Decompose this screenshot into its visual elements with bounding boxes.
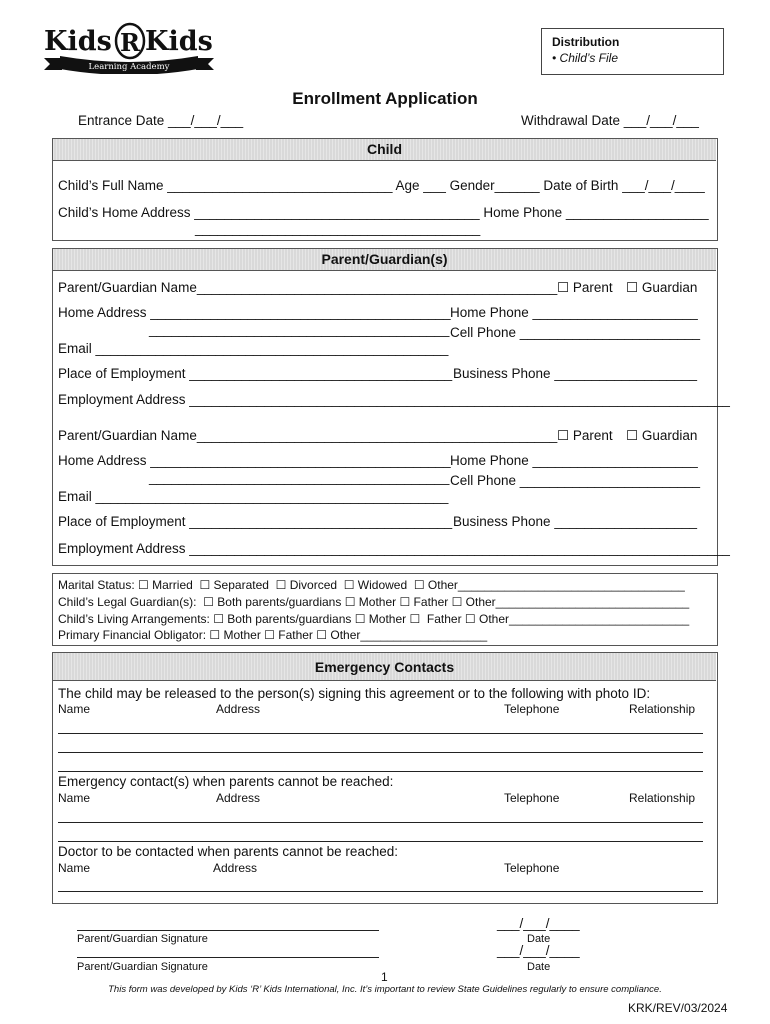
parent-section [52,248,730,566]
signature-date-label-2: Date [527,961,551,973]
distribution-box [541,28,724,75]
footer-disclaimer: This form was developed by Kids ‘R’ Kids International, Inc. It’s important to review State Guidelines regularly to ensure compliance. [108,984,662,995]
signature-label-1: Parent/Guardian Signature [77,933,208,945]
guardian-2-parent-checkbox[interactable]: ☐ Parent [557,428,613,443]
page-title: Enrollment Application [292,89,478,108]
emergency-section-header: Emergency Contacts [53,653,716,681]
guardian-1-employment[interactable]: Place of Employment ___________________________________ [58,366,453,381]
guardian-2-email[interactable]: Email _______________________________________________ [58,489,449,504]
contact-col-name: Name [58,791,91,805]
child-name-line[interactable]: Child’s Full Name ______________________________ Age ___ Gender______ Date of Birth ___/___/____ [58,178,705,193]
guardian-1-home-phone[interactable]: Home Phone ______________________ [450,305,698,320]
contact-col-address: Address [216,791,261,805]
living-arrangements-line[interactable]: Child’s Living Arrangements: ☐ Both parents/guardians ☐ Mother ☐ Father ☐ Other___________________________ [58,612,690,626]
guardian-1-business-phone[interactable]: Business Phone ___________________ [453,366,697,381]
release-col-relationship: Relationship [629,702,696,716]
page-number: 1 [381,970,388,984]
guardian-2-name[interactable]: Parent/Guardian Name________________________________________________ [58,428,558,443]
logo-word-right: Kids [145,26,213,57]
guardian-1-address-line-2[interactable]: ________________________________________ [149,322,450,337]
guardian-2-home-phone[interactable]: Home Phone ______________________ [450,453,698,468]
revision-code: KRK/REV/03/2024 [628,1001,728,1015]
signature-date-1[interactable]: ___/___/____ [497,916,580,931]
guardian-2-home-address[interactable]: Home Address ________________________________________ [58,453,451,468]
release-col-telephone: Telephone [504,702,560,716]
distribution-label: Distribution [552,35,620,49]
child-section [52,138,718,241]
signature-date-label-1: Date [527,933,551,945]
guardian-2-address-line-2[interactable]: ________________________________________ [149,470,450,485]
guardian-1-name[interactable]: Parent/Guardian Name________________________________________________ [58,280,558,295]
guardian-1-parent-checkbox[interactable]: ☐ Parent [557,280,613,295]
marital-status-section [52,573,718,646]
guardian-1-email[interactable]: Email _______________________________________________ [58,341,449,356]
child-address-line[interactable]: Child’s Home Address ______________________________________ Home Phone ___________________ [58,205,709,220]
signature-line-1[interactable] [77,930,379,931]
release-col-name: Name [58,702,91,716]
logo-ribbon [42,54,216,74]
guardian-2-employment-address[interactable]: Employment Address ________________________________________________________________________ [58,541,730,556]
guardian-1-guardian-checkbox[interactable]: ☐ Guardian [626,280,698,295]
guardian-2-employment[interactable]: Place of Employment ___________________________________ [58,514,453,529]
doctor-col-address: Address [213,861,258,875]
doctor-col-name: Name [58,861,91,875]
signature-line-2[interactable] [77,957,379,958]
guardian-1-employment-address[interactable]: Employment Address ________________________________________________________________________ [58,392,730,407]
marital-status-line[interactable]: Marital Status: ☐ Married ☐ Separated ☐ Divorced ☐ Widowed ☐ Other__________________________________ [58,578,685,592]
contact-col-telephone: Telephone [504,791,560,805]
release-line-1[interactable] [58,733,703,734]
doctor-text: Doctor to be contacted when parents cannot be reached: [58,844,398,859]
guardian-2-business-phone[interactable]: Business Phone ___________________ [453,514,697,529]
signature-date-2[interactable]: ___/___/____ [497,943,580,958]
parent-section-header: Parent/Guardian(s) [53,249,716,271]
logo-r-letter: R [120,28,140,57]
release-text: The child may be released to the person(s) signing this agreement or to the following with photo ID: [58,686,651,701]
signature-label-2: Parent/Guardian Signature [77,961,208,973]
doctor-line-1[interactable] [58,891,703,892]
logo-word-left: Kids [44,26,112,57]
guardian-2-cell-phone[interactable]: Cell Phone ________________________ [450,473,700,488]
emergency-section [52,652,718,904]
logo [40,22,218,74]
legal-guardian-line[interactable]: Child’s Legal Guardian(s): ☐ Both parents/guardians ☐ Mother ☐ Father ☐ Other_____________________________ [58,595,690,609]
contact-line-2[interactable] [58,841,703,842]
entrance-date-field[interactable]: Entrance Date ___/___/___ [78,113,244,128]
guardian-2-guardian-checkbox[interactable]: ☐ Guardian [626,428,698,443]
distribution-item: • Child’s File [552,51,618,65]
release-line-3[interactable] [58,771,703,772]
contact-line-1[interactable] [58,822,703,823]
withdrawal-date-field[interactable]: Withdrawal Date ___/___/___ [521,113,699,128]
contact-col-relationship: Relationship [629,791,696,805]
emergency-contact-text: Emergency contact(s) when parents cannot be reached: [58,774,394,789]
guardian-1-cell-phone[interactable]: Cell Phone ________________________ [450,325,700,340]
release-line-2[interactable] [58,752,703,753]
child-section-header: Child [53,139,716,161]
release-col-address: Address [216,702,261,716]
logo-ribbon-text: Learning Academy [88,62,170,72]
child-address-line-2[interactable]: ______________________________________ [195,221,481,236]
doctor-col-telephone: Telephone [504,861,560,875]
financial-obligator-line[interactable]: Primary Financial Obligator: ☐ Mother ☐ Father ☐ Other___________________ [58,628,488,642]
guardian-1-home-address[interactable]: Home Address ________________________________________ [58,305,451,320]
